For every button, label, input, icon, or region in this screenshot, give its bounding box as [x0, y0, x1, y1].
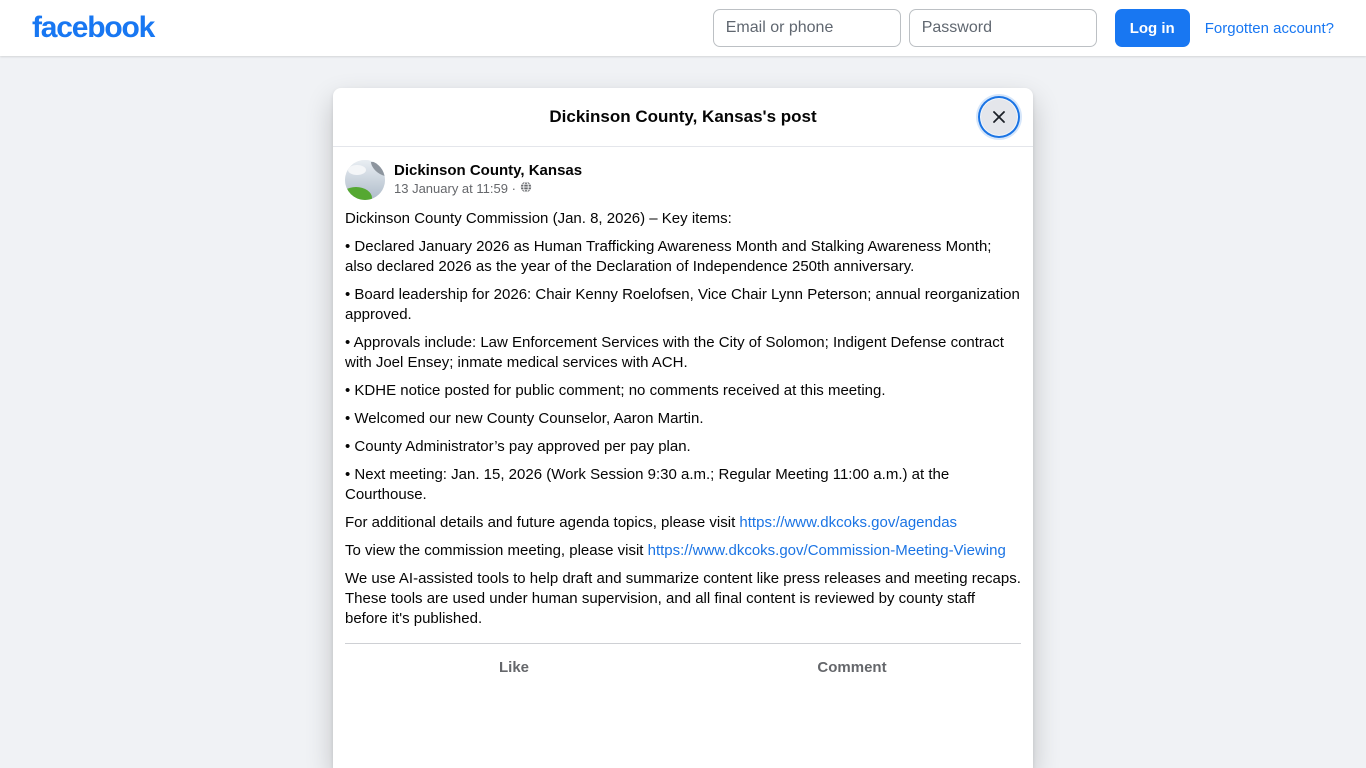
comment-button[interactable]: Comment [683, 646, 1021, 688]
post-paragraph: • Approvals include: Law Enforcement Services with the City of Solomon; Indigent Defense contract with Joel Ensey; inmate medical services with ACH. [345, 334, 1004, 371]
post-modal-header [333, 88, 1033, 147]
meeting-viewing-link[interactable]: https://www.dkcoks.gov/Commission-Meeting-Viewing [647, 542, 1006, 559]
timestamp-text: 13 January at 11:59 · [394, 181, 516, 196]
post-paragraph [345, 541, 1021, 561]
agendas-link[interactable]: https://www.dkcoks.gov/agendas [739, 514, 958, 531]
paragraph-text: For additional details and future agenda topics, please visit [345, 514, 740, 531]
login-button[interactable]: Log in [1115, 9, 1190, 47]
post-paragraph: • Next meeting: Jan. 15, 2026 (Work Session 9:30 a.m.; Regular Meeting 11:00 a.m.) at the Courthouse. [345, 466, 950, 503]
avatar[interactable] [345, 160, 385, 200]
post-paragraph: • Declared January 2026 as Human Trafficking Awareness Month and Stalking Awareness Month; also declared 2026 as the year of the Declaration of Independence 250th anniversary. [345, 238, 992, 275]
post-paragraph: • County Administrator’s pay approved per pay plan. [345, 438, 691, 455]
globe-icon [520, 180, 532, 197]
close-button[interactable] [981, 99, 1017, 135]
forgotten-account-link[interactable]: Forgotten account? [1204, 19, 1334, 37]
post-content [333, 147, 1033, 690]
login-form [705, 9, 1334, 47]
paragraph-text: To view the commission meeting, please visit [345, 542, 648, 559]
post-modal [333, 88, 1033, 768]
top-navigation-bar [0, 0, 1366, 56]
email-input[interactable] [713, 9, 901, 47]
post-actions [345, 643, 1021, 690]
post-paragraph: • Welcomed our new County Counselor, Aaron Martin. [345, 410, 704, 427]
post-paragraph [345, 513, 1021, 533]
author-name[interactable]: Dickinson County, Kansas [394, 162, 583, 179]
post-header [345, 160, 1021, 200]
post-paragraph: • KDHE notice posted for public comment; no comments received at this meeting. [345, 382, 886, 399]
close-icon [991, 109, 1007, 125]
post-modal-title: Dickinson County, Kansas's post [549, 107, 817, 126]
post-timestamp[interactable] [394, 180, 582, 197]
post-paragraph: Dickinson County Commission (Jan. 8, 2026) – Key items: [345, 210, 732, 227]
post-paragraph: We use AI-assisted tools to help draft and summarize content like press releases and meeting recaps. These tools are used under human supervision, and all final content is reviewed by county staff before it's published. [345, 570, 1021, 627]
like-button[interactable]: Like [345, 646, 683, 688]
post-body [345, 209, 1021, 629]
password-input[interactable] [909, 9, 1097, 47]
post-header-text [394, 160, 582, 197]
facebook-logo[interactable]: facebook [32, 11, 155, 44]
post-paragraph: • Board leadership for 2026: Chair Kenny Roelofsen, Vice Chair Lynn Peterson; annual reorganization approved. [345, 286, 1020, 323]
